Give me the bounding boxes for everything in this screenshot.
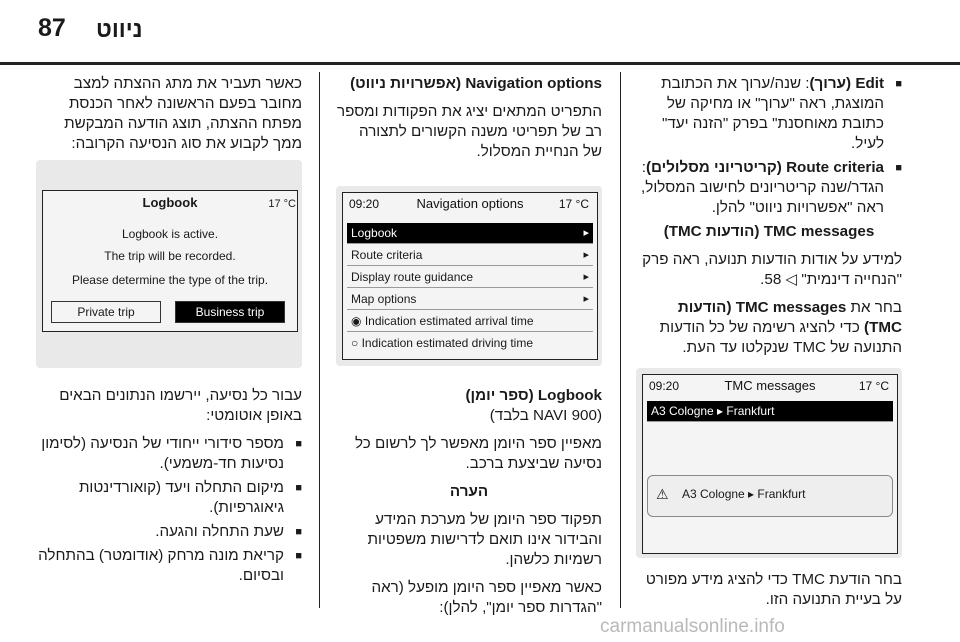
logbook-line-1: Logbook is active. xyxy=(121,227,219,241)
note-paragraph: תפקוד ספר היומן של מערכת המידע והבידור אינו תואם לדרישות משפטיות רשמיות כלשהן. xyxy=(367,511,602,568)
nav-item-route-criteria[interactable]: Route criteria ▸ xyxy=(347,245,593,266)
bullet-route-criteria: ■ Route criteria (קריטריוני מסלולים): הגדר/שנה קריטריונים לחישוב המסלול, ראה "אפשרויות ניווט" להלן. xyxy=(636,158,902,218)
tmc-time: 09:20 xyxy=(649,379,680,393)
tmc-screenshot xyxy=(636,368,902,558)
nav-radio-arrival[interactable]: ◉ Indication estimated arrival time xyxy=(347,311,593,332)
nav-options-screenshot xyxy=(336,186,602,366)
tmc-status-bar xyxy=(643,375,897,397)
column-divider-right xyxy=(620,72,621,608)
section-title: ניווט xyxy=(96,16,143,42)
nav-status-bar xyxy=(343,193,597,215)
bullet-edit: ■ Edit (ערוך): שנה/ערוך את הכתובת המוצגת, ראה "ערוך" או מחיקה של כתובת מאוחסנת" בפרק "הזנה יעד" לעיל. xyxy=(636,74,902,154)
tmc-paragraph-2: בחר את TMC messages (הודעות TMC) כדי להציג רשימה של כל הודעות התנועה של TMC שנקלטו עד העת. xyxy=(659,299,902,356)
left-column-top: כאשר תעביר את מתג ההצתה למצב מחובר בפעם הראשונה לאחר הכנסת מפתח ההצתה, תוצג הודעה המבקשת ממך לקבוע את סוג הנסיעה הקרובה: xyxy=(64,75,302,152)
recorded-data-list xyxy=(36,434,302,586)
business-trip-button[interactable]: Business trip xyxy=(175,301,285,323)
left-column-bottom xyxy=(36,386,302,590)
nav-item-logbook[interactable]: Logbook ▸ xyxy=(347,223,593,244)
logbook-sub: (NAVI 900 בלבד) xyxy=(489,407,602,424)
nav-item-display-route-guidance[interactable]: Display route guidance ▸ xyxy=(347,267,593,288)
logbook-line-2: The trip will be recorded. xyxy=(104,249,236,263)
tmc-heading: TMC messages (הודעות TMC) xyxy=(663,223,875,240)
tmc-temp: 17 °C xyxy=(858,379,889,393)
logbook-heading: Logbook (ספר יומן) xyxy=(465,387,602,404)
middle-column xyxy=(336,74,602,170)
tmc-title: TMC messages xyxy=(724,378,816,393)
page-header xyxy=(0,0,960,62)
warning-icon: ⚠ xyxy=(656,486,669,502)
logbook-temp: 17 °C xyxy=(268,198,296,210)
nav-radio-driving[interactable]: ○ Indication estimated driving time xyxy=(351,336,534,350)
note-heading: הערה xyxy=(449,483,489,500)
tmc-paragraph: למידע על אודות הודעות תנועה, ראה פרק "הנחייה דינמית" ◁ 58. xyxy=(642,251,902,288)
logbook-last-paragraph: כאשר מאפיין ספר היומן מופעל (ראה "הגדרות ספר יומן", להלן): xyxy=(371,579,602,616)
nav-time: 09:20 xyxy=(349,197,380,211)
nav-temp: 17 °C xyxy=(558,197,589,211)
logbook-dialog xyxy=(42,190,298,332)
nav-options-heading: Navigation options (אפשרויות ניווט) xyxy=(350,75,602,92)
tmc-screen xyxy=(642,374,898,554)
nav-title: Navigation options xyxy=(416,196,524,211)
recorded-item: ■ שעת התחלה והגעה. xyxy=(36,522,302,542)
nav-options-paragraph: התפריט המתאים יציג את הפקודות ומספר רב של תפריטי משנה הקשורים לתצורה של הנחיית המסלול. xyxy=(336,103,602,160)
logbook-dialog-title: Logbook xyxy=(142,195,198,210)
recorded-item: ■ קריאת מונה מרחק (אודומטר) בהתחלה ובסיום. xyxy=(36,546,302,586)
recorded-item: ■ מיקום התחלה ויעד (קואורדינטות גיאוגרפיות). xyxy=(36,478,302,518)
right-column xyxy=(636,74,902,366)
recorded-data-intro: עבור כל נסיעה, יירשמו הנתונים הבאים באופן אוטומטי: xyxy=(59,387,302,424)
page-number: 87 xyxy=(38,14,66,42)
tmc-bottom-paragraph: בחר הודעת TMC כדי להציג מידע מפורט על בעיית התנועה הזו. xyxy=(645,571,902,608)
logbook-line-3: Please determine the type of the trip. xyxy=(71,273,269,287)
logbook-paragraph: מאפיין ספר היומן מאפשר לך לרשום כל נסיעה שביצעת ברכב. xyxy=(355,435,602,472)
logbook-screenshot xyxy=(36,160,302,368)
nav-options-screen xyxy=(342,192,598,360)
nav-item-map-options[interactable]: Map options ▸ xyxy=(347,289,593,310)
tmc-detail-box xyxy=(647,475,893,517)
logbook-section xyxy=(336,386,602,626)
private-trip-button[interactable]: Private trip xyxy=(51,301,161,323)
tmc-selected-message[interactable]: A3 Cologne ▸ Frankfurt xyxy=(647,401,893,422)
header-rule xyxy=(0,62,960,65)
column-divider-left xyxy=(319,72,320,608)
watermark: carmanualsonline.info xyxy=(600,616,785,637)
recorded-item: ■ מספר סידורי ייחודי של הנסיעה (לסימון נסיעות חד-משמעי). xyxy=(36,434,302,474)
tmc-detail-text: A3 Cologne ▸ Frankfurt xyxy=(682,487,806,501)
